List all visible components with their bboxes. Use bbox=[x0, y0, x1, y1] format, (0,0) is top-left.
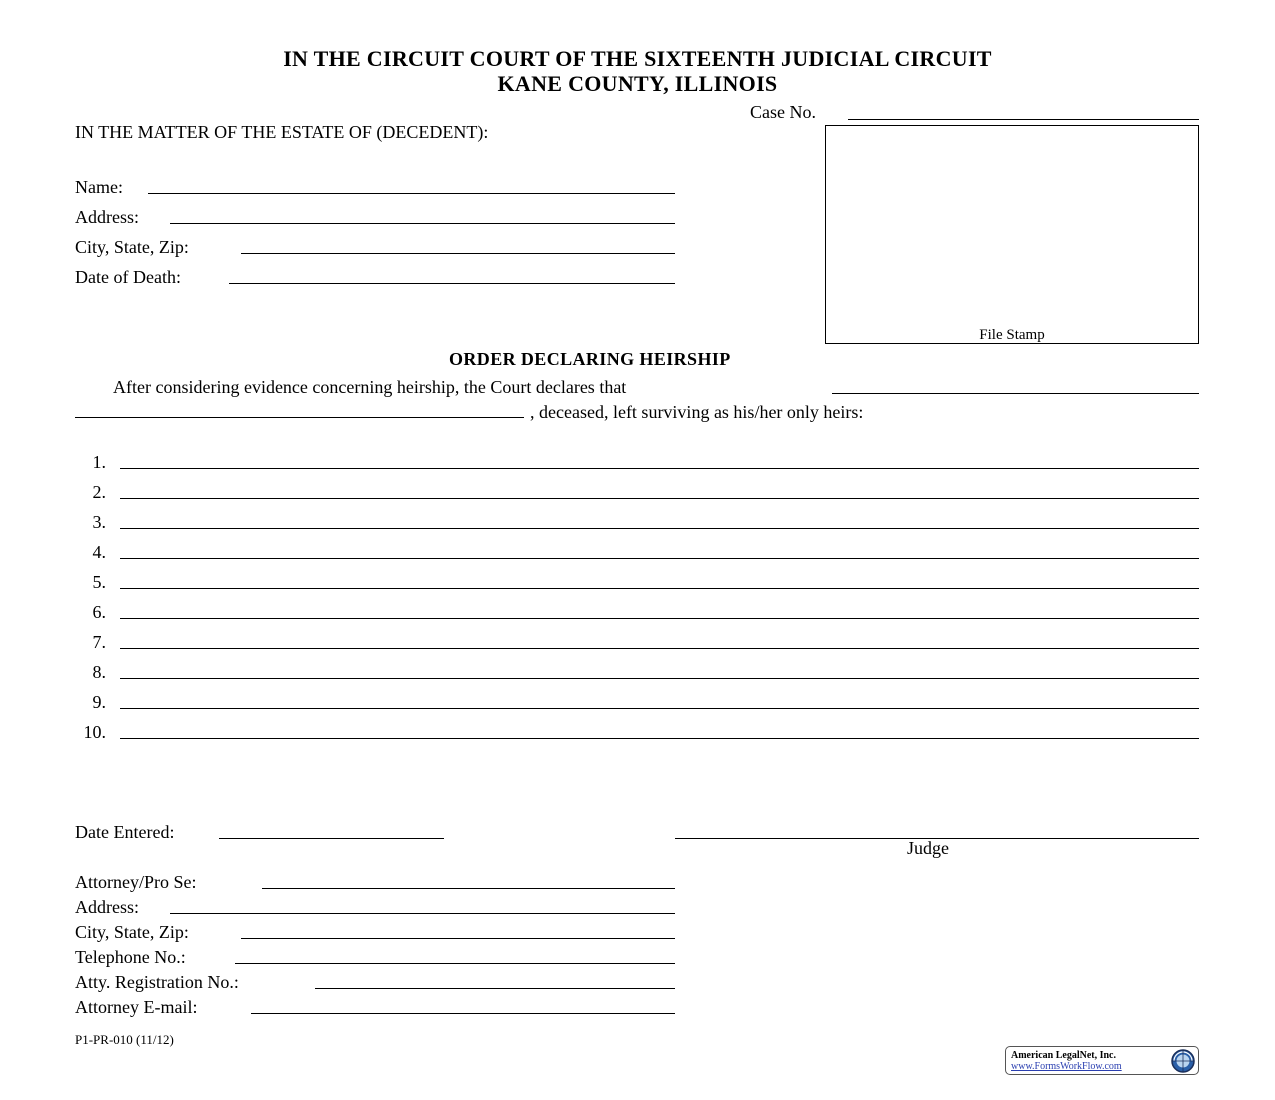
attorney-city-field[interactable] bbox=[241, 938, 675, 939]
heir-field-3[interactable] bbox=[120, 528, 1199, 529]
heir-number: 6. bbox=[92, 602, 106, 622]
american-legalnet-logo[interactable] bbox=[1005, 1046, 1199, 1075]
attorney-name-label: Attorney/Pro Se: bbox=[75, 872, 197, 892]
logo-company-name: American LegalNet, Inc. bbox=[1011, 1050, 1116, 1061]
file-stamp-label: File Stamp bbox=[979, 327, 1045, 343]
heir-number: 1. bbox=[92, 452, 106, 472]
decedent-address-field[interactable] bbox=[170, 223, 675, 224]
attorney-registration-label: Atty. Registration No.: bbox=[75, 972, 239, 992]
heir-number: 5. bbox=[92, 572, 106, 592]
case-no-field[interactable] bbox=[848, 119, 1199, 120]
file-stamp-box bbox=[825, 125, 1199, 344]
date-entered-label: Date Entered: bbox=[75, 822, 175, 842]
decedent-dod-field[interactable] bbox=[229, 283, 675, 284]
attorney-city-label: City, State, Zip: bbox=[75, 922, 189, 942]
heir-field-5[interactable] bbox=[120, 588, 1199, 589]
decedent-city-label: City, State, Zip: bbox=[75, 237, 189, 257]
heir-number: 8. bbox=[92, 662, 106, 682]
decedent-city-field[interactable] bbox=[241, 253, 675, 254]
logo-url-link[interactable]: www.FormsWorkFlow.com bbox=[1011, 1061, 1122, 1072]
date-entered-field[interactable] bbox=[219, 838, 444, 839]
heir-number: 2. bbox=[92, 482, 106, 502]
heir-field-7[interactable] bbox=[120, 648, 1199, 649]
attorney-name-field[interactable] bbox=[262, 888, 675, 889]
heir-field-10[interactable] bbox=[120, 738, 1199, 739]
order-title: ORDER DECLARING HEIRSHIP bbox=[449, 349, 731, 369]
heir-field-4[interactable] bbox=[120, 558, 1199, 559]
attorney-telephone-label: Telephone No.: bbox=[75, 947, 186, 967]
attorney-telephone-field[interactable] bbox=[235, 963, 675, 964]
judge-label: Judge bbox=[907, 838, 949, 858]
heir-field-6[interactable] bbox=[120, 618, 1199, 619]
heir-number: 10. bbox=[83, 722, 106, 742]
case-no-label: Case No. bbox=[750, 102, 816, 122]
heir-number: 9. bbox=[92, 692, 106, 712]
attorney-email-label: Attorney E-mail: bbox=[75, 997, 198, 1017]
form-id: P1-PR-010 (11/12) bbox=[75, 1032, 174, 1047]
globe-icon bbox=[1170, 1048, 1196, 1074]
declared-name-field[interactable] bbox=[832, 393, 1199, 394]
deceased-text: , deceased, left surviving as his/her only heirs: bbox=[530, 402, 864, 422]
heir-field-8[interactable] bbox=[120, 678, 1199, 679]
decedent-address-label: Address: bbox=[75, 207, 139, 227]
decedent-dod-label: Date of Death: bbox=[75, 267, 181, 287]
decedent-name-continued-field[interactable] bbox=[75, 417, 524, 418]
attorney-address-field[interactable] bbox=[170, 913, 675, 914]
court-heading: IN THE CIRCUIT COURT OF THE SIXTEENTH JUDICIAL CIRCUIT bbox=[283, 46, 992, 71]
heir-field-1[interactable] bbox=[120, 468, 1199, 469]
attorney-registration-field[interactable] bbox=[315, 988, 675, 989]
heir-field-9[interactable] bbox=[120, 708, 1199, 709]
heir-field-2[interactable] bbox=[120, 498, 1199, 499]
heir-number: 3. bbox=[92, 512, 106, 532]
county-heading: KANE COUNTY, ILLINOIS bbox=[497, 71, 778, 96]
heir-number: 7. bbox=[92, 632, 106, 652]
estate-heading: IN THE MATTER OF THE ESTATE OF (DECEDENT): bbox=[75, 122, 489, 142]
order-intro-text: After considering evidence concerning heirship, the Court declares that bbox=[113, 377, 627, 397]
attorney-email-field[interactable] bbox=[251, 1013, 675, 1014]
heir-number: 4. bbox=[92, 542, 106, 562]
decedent-name-field[interactable] bbox=[148, 193, 675, 194]
decedent-name-label: Name: bbox=[75, 177, 123, 197]
attorney-address-label: Address: bbox=[75, 897, 139, 917]
